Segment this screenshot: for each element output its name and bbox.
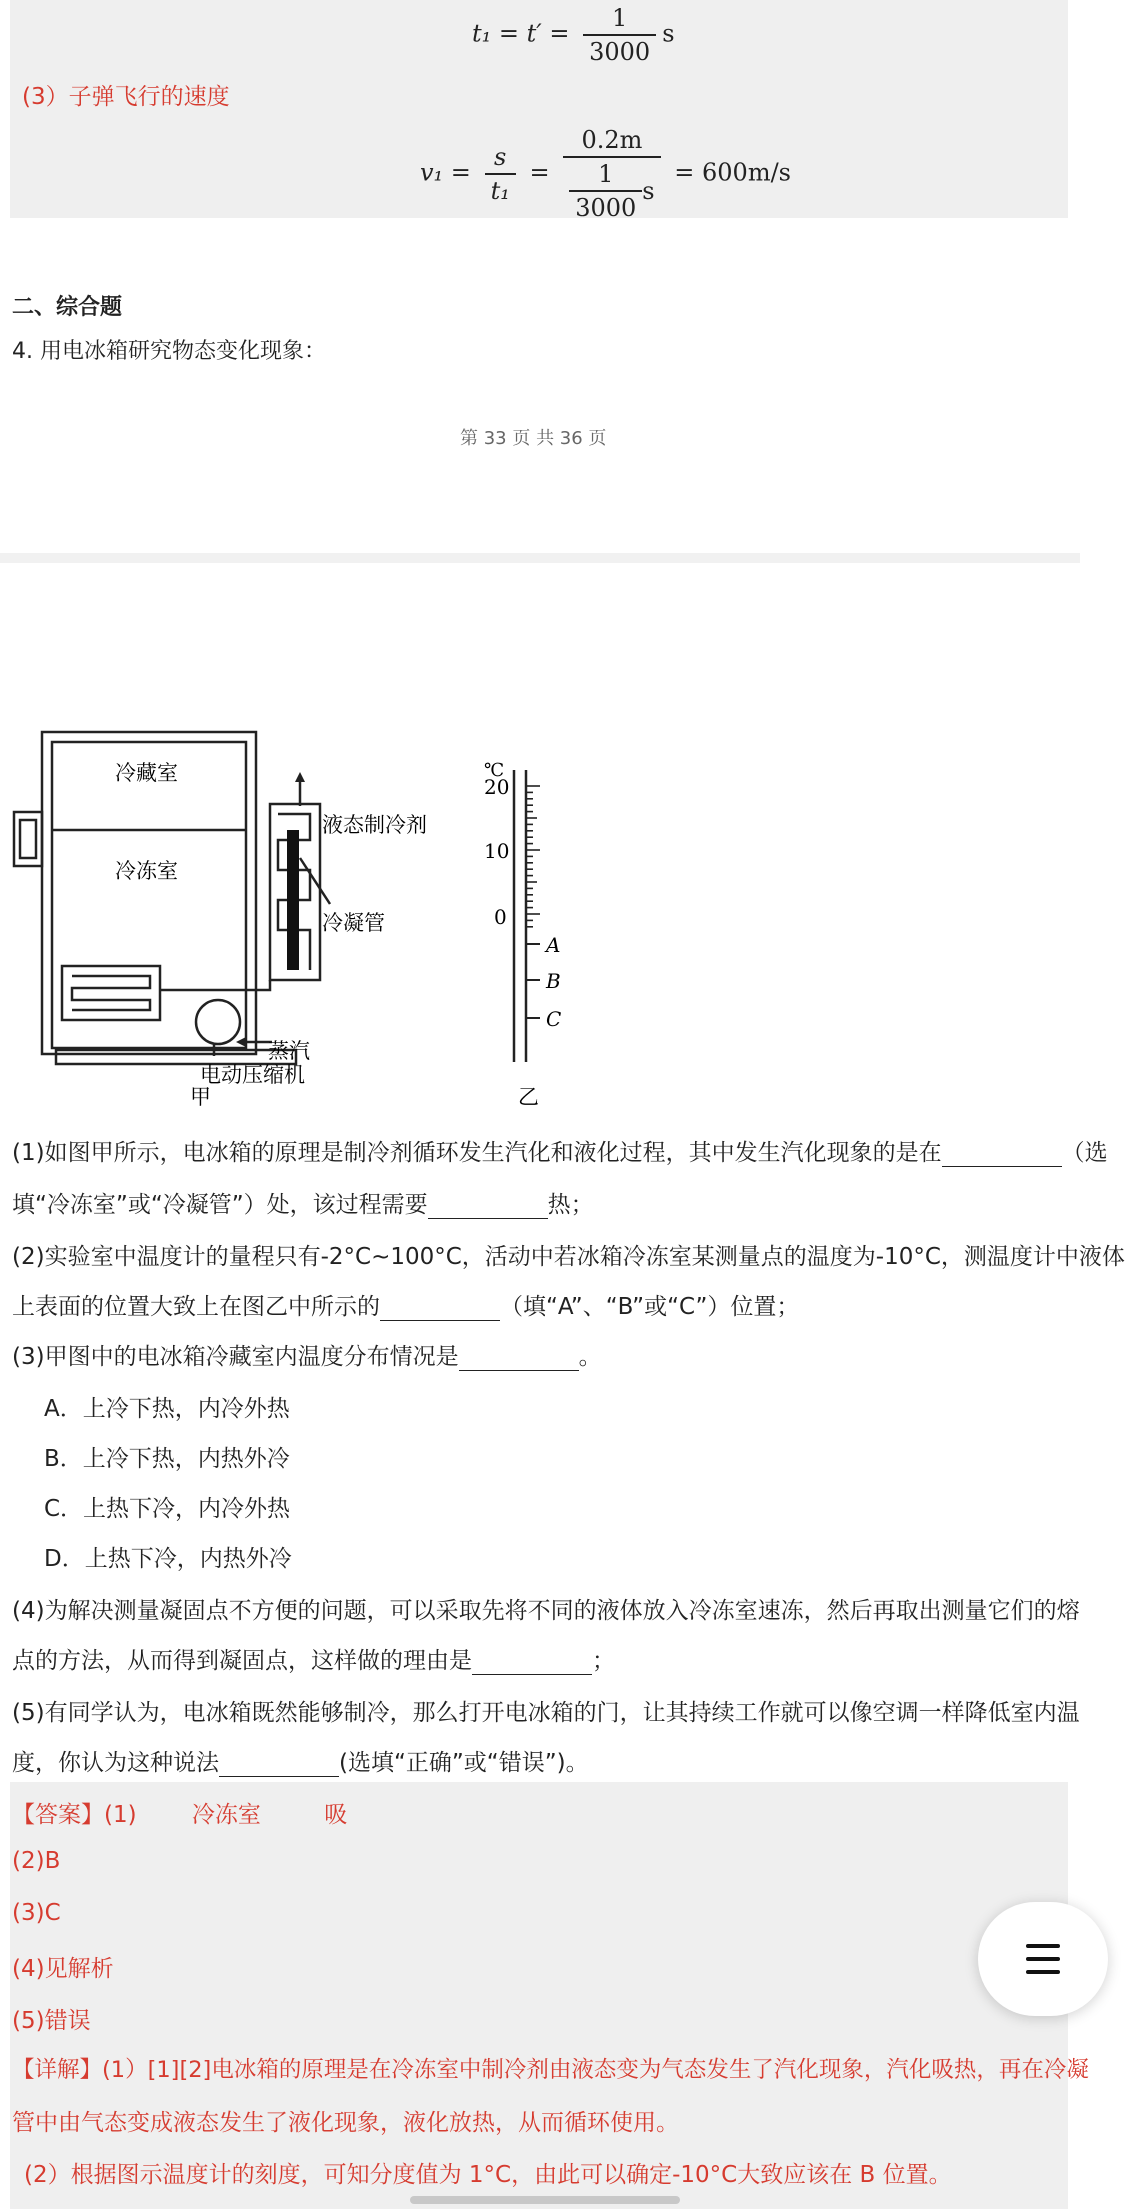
vapor-arrowhead <box>236 1037 246 1047</box>
q2-text: 上表面的位置大致上在图乙中所示的 <box>12 1294 380 1320</box>
q3-blank <box>459 1348 579 1371</box>
label-cold-storage: 冷藏室 <box>115 761 178 785</box>
home-indicator[interactable] <box>410 2196 680 2204</box>
compressor-circle <box>196 1000 240 1044</box>
option-a: A．上冷下热，内冷外热 <box>44 1396 290 1422</box>
refrigerant-arrowhead <box>295 772 305 782</box>
figure-refrigerator-thermometer <box>0 720 620 1120</box>
eq1-numerator: 1 <box>612 4 628 32</box>
q1-text2: 填“冷冻室”或“冷凝管”）处，该过程需要 <box>12 1192 428 1218</box>
condenser-leader <box>300 858 330 904</box>
section-title: 二、综合题 <box>12 295 123 320</box>
eq1-unit: s <box>662 19 675 48</box>
q2-line2 <box>12 1288 799 1321</box>
mark-a-label: A <box>546 933 561 957</box>
eq2-inner-denominator: 3000 <box>569 190 642 222</box>
mark-b-label: B <box>546 969 561 993</box>
thermometer-tick-20: 20 <box>484 775 510 799</box>
answer-3: (3)C <box>12 1900 61 1926</box>
answer-4: (4)见解析 <box>12 1956 114 1982</box>
thermometer-tick-0: 0 <box>494 905 507 929</box>
equation-v1 <box>420 126 791 222</box>
answer-block <box>10 1782 1068 2209</box>
answer-1 <box>12 1796 347 1829</box>
fridge-base <box>56 1050 296 1064</box>
caption-yi: 乙 <box>518 1085 539 1109</box>
thermometer-unit: ℃ <box>484 760 505 781</box>
mark-c-label: C <box>546 1007 562 1031</box>
q2-text-end: （填“A”、“B”或“C”）位置； <box>500 1294 800 1320</box>
q1-line1 <box>12 1134 1108 1167</box>
q2-line1: (2)实验室中温度计的量程只有-2°C~100°C，活动中若冰箱冷冻室某测量点的温度为-10°C，测温度计中液体 <box>12 1244 1125 1270</box>
q1-text: (1)如图甲所示，电冰箱的原理是制冷剂循环发生汽化和液化过程，其中发生汽化现象的是在 <box>12 1140 942 1166</box>
option-d: D．上热下冷，内热外冷 <box>44 1546 292 1572</box>
q3-line1 <box>12 1338 602 1371</box>
answer-2: (2)B <box>12 1848 61 1874</box>
evaporator-coil <box>72 976 150 1010</box>
q5-text-end: (选填“正确”或“错误”)。 <box>339 1750 589 1776</box>
q1-text-end: （选 <box>1061 1140 1108 1166</box>
eq2-fraction-s-t <box>485 143 516 205</box>
label-compressor: 电动压缩机 <box>200 1063 305 1087</box>
question-4-stem: 4. 用电冰箱研究物态变化现象： <box>12 339 326 364</box>
label-condenser: 冷凝管 <box>322 911 385 935</box>
q1-blank2 <box>428 1196 548 1219</box>
q4-line2 <box>12 1642 615 1675</box>
q5-text: 度，你认为这种说法 <box>12 1750 219 1776</box>
answer-5: (5)错误 <box>12 2008 91 2034</box>
option-c: C．上热下冷，内冷外热 <box>44 1496 291 1522</box>
q5-line1: (5)有同学认为，电冰箱既然能够制冷，那么打开电冰箱的门，让其持续工作就可以像空调一样降低室内温 <box>12 1700 1080 1726</box>
q1-blank1 <box>942 1144 1062 1167</box>
detail-line3: (2）根据图示温度计的刻度，可知分度值为 1°C，由此可以确定-10°C大致应该在 B 位置。 <box>24 2162 952 2188</box>
page-separator <box>0 553 1080 563</box>
page-footer: 第 33 页 共 36 页 <box>460 428 607 449</box>
label-vapor: 蒸汽 <box>268 1039 310 1063</box>
step3-label: (3）子弹飞行的速度 <box>22 84 230 110</box>
eq2-f1-numerator: s <box>494 143 507 171</box>
q5-blank <box>219 1754 339 1777</box>
label-freezer: 冷冻室 <box>115 859 178 883</box>
detail-line1: 【详解】(1）[1][2]电冰箱的原理是在冷冻室中制冷剂由液态变为气态发生了汽化现象，汽化吸热，再在冷凝 <box>12 2057 1089 2083</box>
thermometer-tick-10: 10 <box>484 839 510 863</box>
q4-blank <box>472 1652 592 1675</box>
eq2-f2-denominator <box>563 156 660 222</box>
q4-text-end: ； <box>592 1648 615 1674</box>
eq2-rhs: = 600m/s <box>674 158 791 187</box>
eq2-fraction-value <box>563 126 660 222</box>
answer-1-value2: 吸 <box>324 1802 348 1828</box>
option-b: B．上冷下热，内热外冷 <box>44 1446 290 1472</box>
q5-line2 <box>12 1744 589 1777</box>
eq2-inner-unit: s <box>642 177 655 205</box>
eq2-inner-numerator: 1 <box>598 160 614 188</box>
q1-text3: 热； <box>547 1192 594 1218</box>
q1-line2 <box>12 1186 594 1219</box>
q3-text-end: 。 <box>578 1344 602 1370</box>
q4-line1: (4)为解决测量凝固点不方便的问题，可以采取先将不同的液体放入冷冻室速冻，然后再取出测量它们的熔 <box>12 1598 1080 1624</box>
eq1-denominator: 3000 <box>583 34 656 66</box>
evaporator-outer <box>62 966 160 1020</box>
pipe-connector <box>160 980 270 990</box>
caption-jia: 甲 <box>190 1085 211 1109</box>
q2-blank <box>380 1298 500 1321</box>
q4-text: 点的方法，从而得到凝固点，这样做的理由是 <box>12 1648 472 1674</box>
condenser-bar <box>287 830 299 970</box>
eq2-lhs: v₁ = <box>420 158 471 187</box>
eq2-f1-denominator: t₁ <box>485 173 516 205</box>
eq2-inner-fraction <box>569 160 642 222</box>
eq1-lhs: t₁ = t′ = <box>472 19 570 48</box>
equation-t1 <box>472 4 675 66</box>
door-handle-inner <box>20 820 36 858</box>
q3-text: (3)甲图中的电冰箱冷藏室内温度分布情况是 <box>12 1344 459 1370</box>
eq1-fraction <box>583 4 656 66</box>
eq2-equals: = <box>529 158 550 187</box>
answer-label: 【答案】(1) <box>12 1802 137 1828</box>
detail-line2: 管中由气态变成液态发生了液化现象，液化放热，从而循环使用。 <box>12 2110 679 2136</box>
answer-1-value1: 冷冻室 <box>191 1802 261 1828</box>
label-liquid-refrigerant: 液态制冷剂 <box>322 813 427 837</box>
eq2-f2-numerator: 0.2m <box>581 126 643 154</box>
floating-menu-button[interactable] <box>978 1902 1108 2016</box>
